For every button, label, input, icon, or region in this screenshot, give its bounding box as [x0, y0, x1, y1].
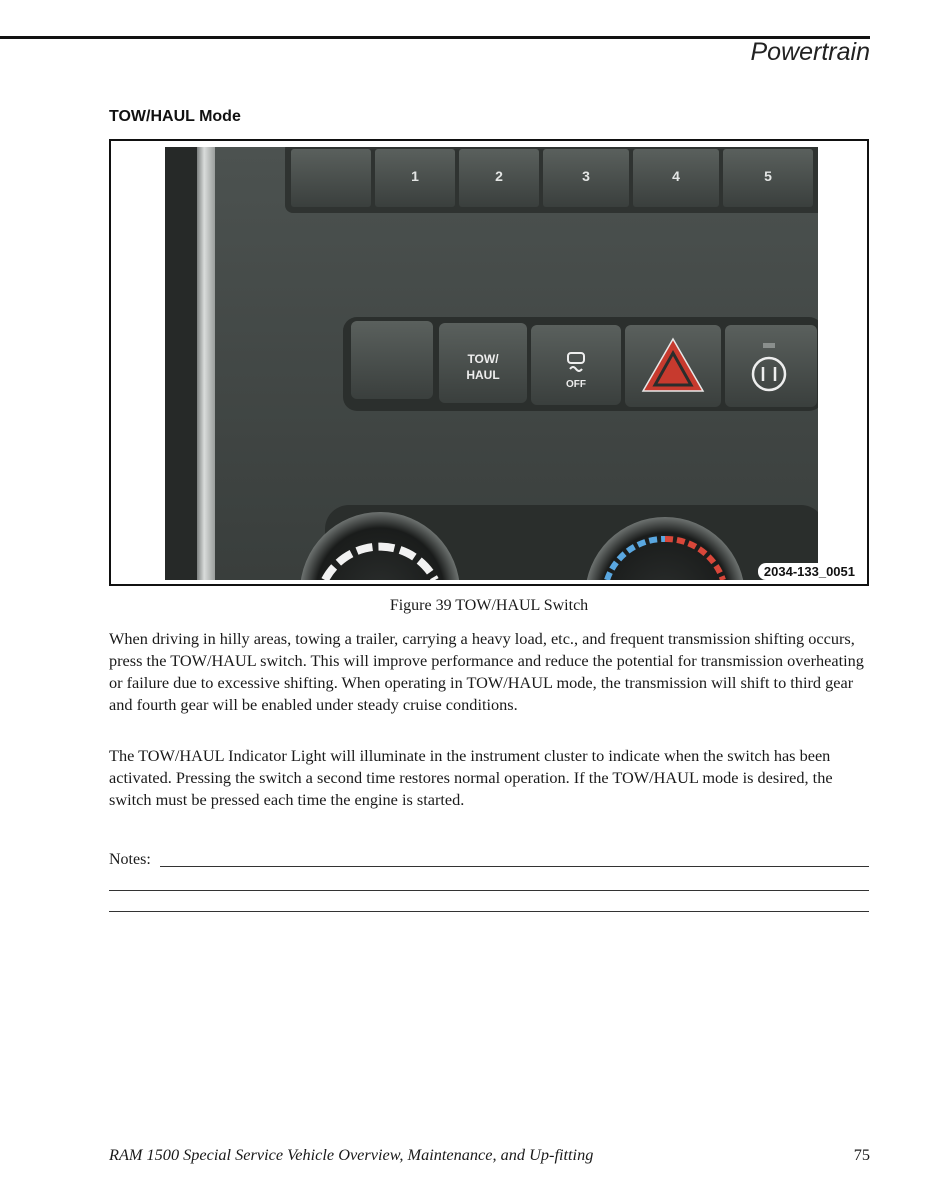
preset-label-2: 2 — [495, 168, 503, 184]
tow-haul-label-line2: HAUL — [466, 368, 500, 382]
subheading: TOW/HAUL Mode — [109, 108, 241, 125]
esc-off-label: OFF — [566, 379, 586, 390]
preset-label-4: 4 — [672, 168, 680, 184]
notes-label: Notes: — [109, 851, 151, 868]
page-number: 75 — [853, 1145, 870, 1164]
notes-line-2 — [109, 890, 869, 891]
preset-button-blank — [291, 149, 371, 207]
preset-label-1: 1 — [411, 168, 419, 184]
figure-caption: Figure 39 TOW/HAUL Switch — [389, 597, 589, 614]
preset-label-3: 3 — [582, 168, 590, 184]
preset-label-5: 5 — [764, 168, 772, 184]
section-header: Powertrain — [750, 38, 870, 66]
footer-title: RAM 1500 Special Service Vehicle Overview, Maintenance, and Up-fitting — [109, 1145, 594, 1164]
body-paragraph-2: The TOW/HAUL Indicator Light will illuminate in the instrument cluster to indicate when the switch has been activated. Pressing the switch a second time restores normal operation. If the TOW/HAUL mode is desired, the switch must be pressed each time the engine is started. — [109, 746, 833, 809]
notes-line-1 — [160, 866, 869, 867]
tow-haul-label-line1: TOW/ — [467, 352, 499, 366]
notes-line-3 — [109, 911, 869, 912]
blank-switch — [351, 321, 433, 399]
header-rule — [0, 36, 870, 39]
body-paragraph-1: When driving in hilly areas, towing a trailer, carrying a heavy load, etc., and frequent transmission shifting occurs, press the TOW/HAUL switch. This will improve performance and reduce the potential for transmission overheating or failure due to excessive shifting. When operating in TOW/HAUL mode, the transmission will shift to third gear and fourth gear will be enabled under steady cruise conditions. — [109, 629, 864, 714]
dashboard-photo — [165, 147, 818, 580]
esc-off-switch — [531, 325, 621, 405]
figure-frame — [109, 139, 869, 586]
power-outlet-switch — [725, 325, 817, 407]
figure-id-label: 2034-133_0051 — [758, 563, 861, 580]
